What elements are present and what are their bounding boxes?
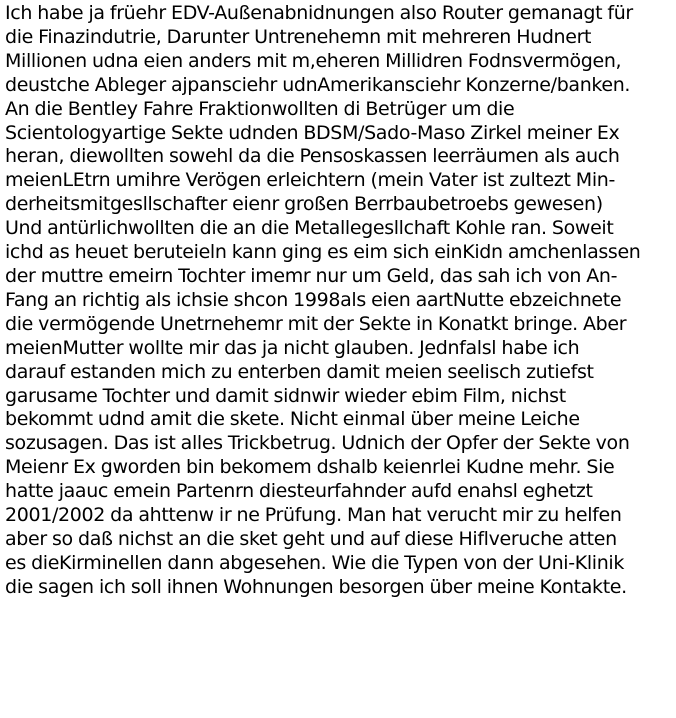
text-line: 2001/2002 da ahttenw ir ne Prüfung. Man hat verucht mir zu helfen	[5, 504, 622, 527]
text-line: derheitsmitgesllschafter eienr großen Berrbaubetroebs gewesen)	[5, 193, 603, 216]
text-line: Millionen udna eien anders mit m,eheren Millidren Fodnsvermögen,	[5, 49, 622, 72]
text-line: ichd as heuet beruteieln kann ging es eim sich einKidn amchenlassen	[5, 241, 641, 264]
text-line: Scientologyartige Sekte udnden BDSM/Sado-Maso Zirkel meiner Ex	[5, 121, 620, 144]
text-line: deustche Ableger ajpansciehr udnAmerikansciehr Konzerne/banken.	[5, 73, 631, 96]
text-line: es dieKirminellen dann abgesehen. Wie die Typen von der Uni-Klinik	[5, 551, 624, 574]
text-line: Meienr Ex gworden bin bekomem dshalb keienrlei Kudne mehr. Sie	[5, 456, 615, 479]
text-line: Ich habe ja früehr EDV-Außenabnidnungen also Router gemanagt für	[5, 2, 633, 24]
text-line: Und antürlichwollten die an die Metallegesllchaft Kohle ran. Soweit	[5, 217, 614, 240]
text-line: hatte jaauc emein Partenrn diesteurfahnder aufd enahsl eghetzt	[5, 480, 593, 503]
text-line: heran, diewollten sowehl da die Pensoskassen leerräumen als auch	[5, 145, 620, 168]
text-line: die Finazindutrie, Darunter Untrenehemn mit mehreren Hudnert	[5, 25, 592, 48]
text-line: meienLEtrn umihre Verögen erleichtern (mein Vater ist zultezt Min-	[5, 169, 615, 192]
text-line: die vermögende Unetrnehemr mit der Sekte in Konatkt bringe. Aber	[5, 312, 627, 335]
text-line: sozusagen. Das ist alles Trickbetrug. Udnich der Opfer der Sekte von	[5, 432, 630, 455]
text-line: bekommt udnd amit die skete. Nicht einmal über meine Leiche	[5, 408, 580, 431]
text-line: garusame Tochter und damit sidnwir wieder ebim Film, nichst	[5, 384, 566, 407]
text-line: meienMutter wollte mir das ja nicht glauben. Jednfalsl habe ich	[5, 336, 580, 359]
text-line: Fang an richtig als ichsie shcon 1998als eien aartNutte ebzeichnete	[5, 288, 622, 311]
text-line: An die Bentley Fahre Fraktionwollten di Betrüger um die	[5, 97, 515, 120]
text-line: darauf estanden mich zu enterben damit meien seelisch zutiefst	[5, 360, 594, 383]
text-line: aber so daß nichst an die sket geht und auf diese Hiflveruche atten	[5, 527, 617, 550]
text-line: die sagen ich soll ihnen Wohnungen besorgen über meine Kontakte.	[5, 575, 627, 598]
text-line: der muttre emeirn Tochter imemr nur um Geld, das sah ich von An-	[5, 264, 618, 287]
